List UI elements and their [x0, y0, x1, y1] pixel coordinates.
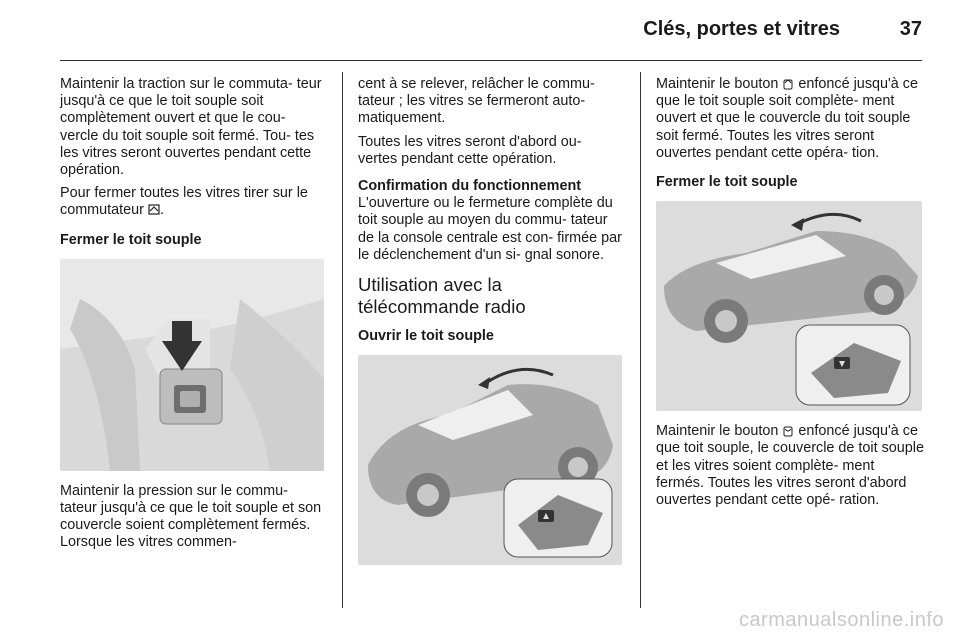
paragraph: Maintenir la pression sur le commu- tateur jusqu'à ce que le toit souple et son couvercle soient complètement fermés. Lorsque les vitres commen-	[60, 482, 322, 551]
watermark: carmanualsonline.info	[738, 609, 944, 631]
column-divider	[342, 72, 343, 608]
section-heading: Utilisation avec la télécommande radio	[358, 274, 526, 318]
subheading: Fermer le toit souple	[656, 174, 798, 191]
paragraph: L'ouverture ou le fermeture complète du toit souple au moyen du commu- tateur de la console centrale est con- firmée par le déclenchement d'un si- gnal sonore.	[358, 195, 622, 263]
paragraph: Pour fermer toutes les vitres tirer sur le commutateur .	[60, 185, 308, 219]
window-switch-icon	[148, 203, 160, 216]
column-1	[60, 76, 326, 558]
subheading: Fermer le toit souple	[60, 231, 202, 248]
column-divider	[640, 72, 641, 608]
page-title: Clés, portes et vitres	[643, 18, 840, 40]
paragraph: Toutes les vitres seront d'abord ou- vertes pendant cette opération.	[358, 133, 582, 167]
paragraph: Maintenir la traction sur le commuta- teur jusqu'à ce que le toit souple soit complètement ouvert et que le cou- vercle du toit souple soit fermé. Tou- tes les vitres seront ouvertes pendant cette opération.	[60, 76, 322, 179]
console-switch-illustration	[60, 259, 324, 471]
roof-open-icon	[782, 77, 794, 90]
paragraph: Maintenir le bouton enfoncé jusqu'à ce que toit souple, le couvercle de toit souple et les vitres soient complète- ment fermés. Toutes les vitres seront d'abord ouvertes pendant cette opé- ration.	[656, 423, 924, 509]
header-rule	[60, 60, 922, 61]
column-3	[656, 76, 924, 515]
car-open-roof-illustration	[358, 355, 622, 565]
car-close-roof-illustration	[656, 201, 922, 411]
subheading: Ouvrir le toit souple	[358, 328, 494, 345]
paragraph: Maintenir le bouton enfoncé jusqu'à ce que le toit souple soit complète- ment ouvert et que le couvercle du toit souple soit fermé. Toutes les vitres seront ouvertes pendant cette opéra- tion.	[656, 76, 918, 161]
subheading: Confirmation du fonctionnement	[358, 178, 582, 195]
paragraph: cent à se relever, relâcher le commu- tateur ; les vitres se fermeront auto- matiquement.	[358, 76, 595, 127]
page-number: 37	[899, 18, 922, 40]
column-2	[358, 76, 624, 565]
roof-close-icon	[782, 424, 794, 437]
